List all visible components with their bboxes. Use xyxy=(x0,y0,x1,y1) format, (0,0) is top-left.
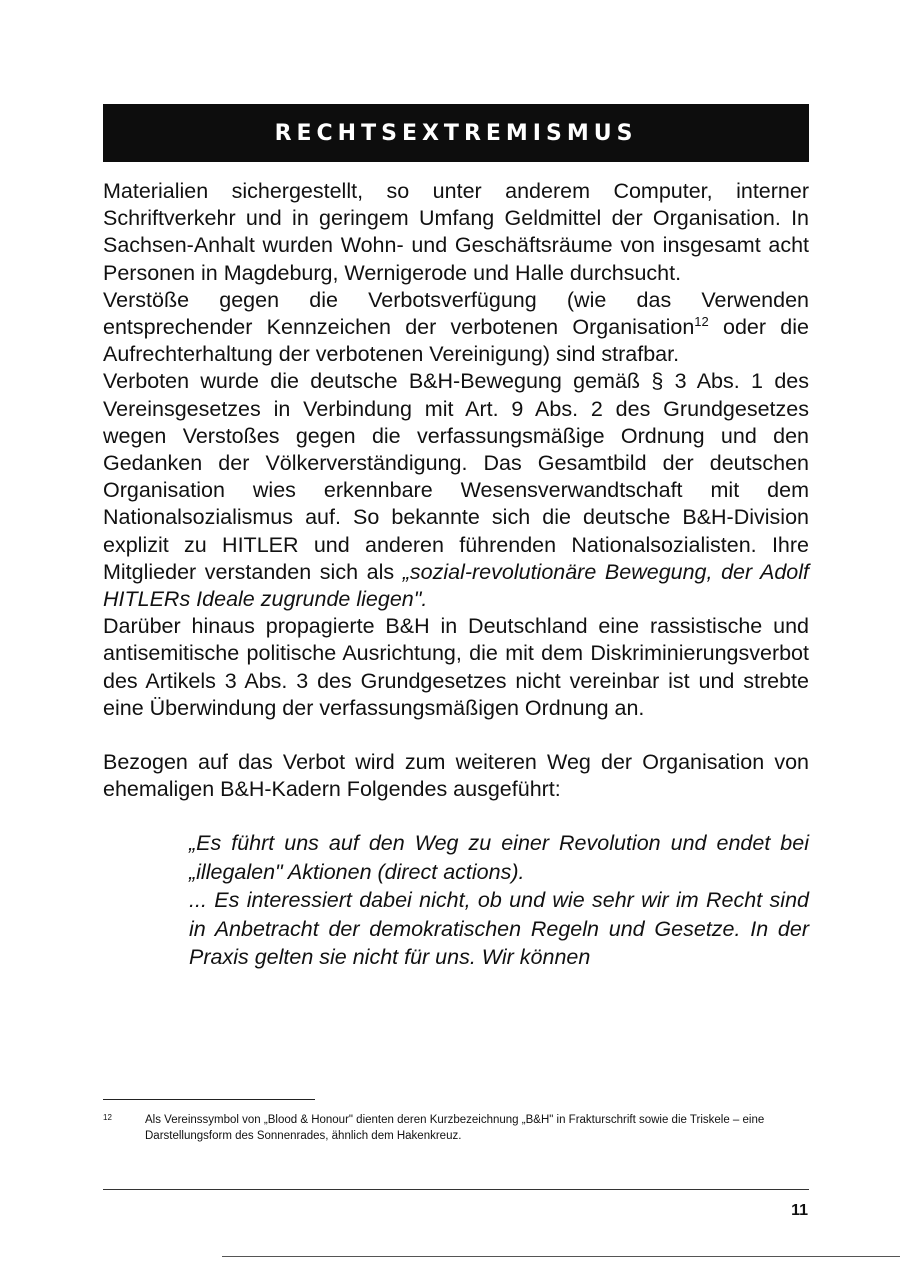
footnote-divider xyxy=(103,1099,315,1100)
quote-line-1: „Es führt uns auf den Weg zu einer Revolution und endet bei „illegalen" Aktionen (direct actions). xyxy=(189,831,809,884)
footnote-ref-12[interactable]: 12 xyxy=(694,313,709,329)
footnote-number: 12 xyxy=(103,1113,112,1122)
footnote-text: Als Vereinssymbol von „Blood & Honour" dienten deren Kurzbezeichnung „B&H" in Frakturschrift sowie die Triskele – eine Darstellungsform des Sonnenrades, ähnlich dem Hakenkreuz. xyxy=(145,1114,765,1142)
block-quote xyxy=(189,829,809,972)
chapter-title: RECHTSEXTREMISMUS xyxy=(274,120,638,146)
paragraph-2-text-b: oder die Aufrechterhaltung der verbotenen Vereinigung) sind strafbar. xyxy=(103,315,809,367)
page-bottom-rule xyxy=(103,1189,809,1190)
page-edge-rule xyxy=(222,1256,900,1257)
paragraph-1: Materialien sichergestellt, so unter anderem Computer, interner Schriftverkehr und in geringem Umfang Geldmittel der Organisation. In Sachsen-Anhalt wurden Wohn- und Geschäftsräume von insgesamt acht Personen in Magdeburg, Wernigerode und Halle durchsucht. xyxy=(103,179,809,285)
paragraph-3-quote: „sozial-revolutionäre Bewegung, der Adolf HITLERs Ideale zugrunde liegen". xyxy=(103,559,809,612)
footnote xyxy=(103,1112,809,1144)
paragraph-3 xyxy=(103,368,809,613)
paragraph-2 xyxy=(103,287,809,369)
chapter-header xyxy=(103,104,809,162)
paragraph-3-text: Verboten wurde die deutsche B&H-Bewegung gemäß § 3 Abs. 1 des Vereinsgesetzes in Verbindung mit Art. 9 Abs. 2 des Grundgesetzes wegen Verstoßes gegen die verfassungsmäßige Ordnung und den Gedanken der Völkerverständigung. Das Gesamtbild der deutschen Organisation wies erkennbare Wesensverwandtschaft mit dem Nationalsozialismus auf. So bekannte sich die deutsche B&H-Division explizit zu HITLER und anderen führenden Nationalsozialisten. Ihre Mitglieder verstanden sich als xyxy=(103,369,809,584)
paragraph-4: Darüber hinaus propagierte B&H in Deutschland eine rassistische und antisemitische politische Ausrichtung, die mit dem Diskriminierungsverbot des Artikels 3 Abs. 3 des Grundgesetzes nicht vereinbar ist und strebte eine Überwindung der verfassungsmäßigen Ordnung an. xyxy=(103,614,809,720)
quote-line-2: ... Es interessiert dabei nicht, ob und wie sehr wir im Recht sind in Anbetracht der demokratischen Regeln und Gesetze. In der Praxis gelten sie nicht für uns. Wir können xyxy=(189,888,809,970)
main-text xyxy=(103,178,809,972)
paragraph-2-text-a: Verstöße gegen die Verbotsverfügung (wie das Verwenden entsprechender Kennzeichen der verbotenen Organisation xyxy=(103,287,809,340)
paragraph-gap xyxy=(103,722,809,749)
page-number: 11 xyxy=(791,1202,808,1219)
paragraph-5: Bezogen auf das Verbot wird zum weiteren Weg der Organisation von ehemaligen B&H-Kadern Folgendes ausgeführt: xyxy=(103,750,809,802)
